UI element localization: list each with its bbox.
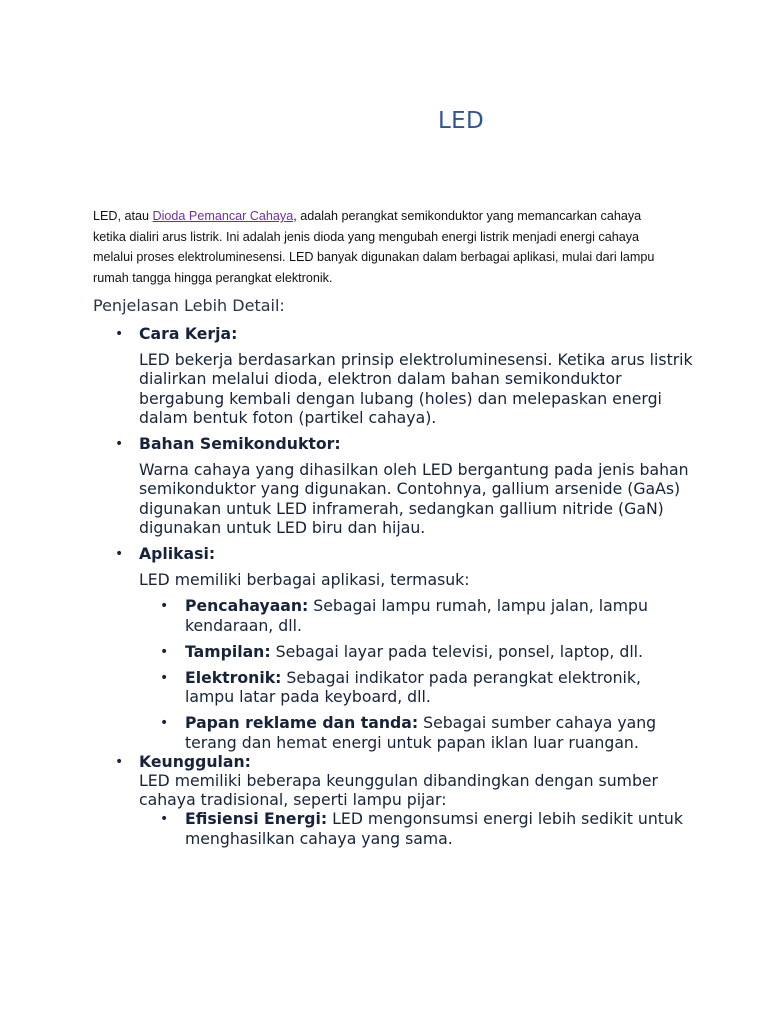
- sub-item-text: Sebagai indikator pada perangkat elektronik, lampu latar pada keyboard, dll.: [185, 668, 641, 707]
- sub-item-papan-reklame: [139, 713, 693, 751]
- sub-item-text: Sebagai sumber cahaya yang terang dan hemat energi untuk papan iklan luar ruangan.: [185, 713, 657, 752]
- intro-prefix: LED, atau: [93, 209, 153, 223]
- sub-item-text: LED mengonsumsi energi lebih sedikit untuk menghasilkan cahaya yang sama.: [185, 809, 683, 848]
- list-item-aplikasi: [93, 544, 693, 752]
- dioda-pemancar-cahaya-link[interactable]: Dioda Pemancar Cahaya: [152, 209, 294, 223]
- sub-item-label: Tampilan:: [185, 641, 271, 661]
- bullet-icon: •: [160, 715, 169, 732]
- item-body: LED bekerja berdasarkan prinsip elektroluminesensi. Ketika arus listrik dialirkan melalui dioda, elektron dalam bahan semikonduktor bergabung kembali dengan lubang (holes) dan melepaskan energi dalam bentuk foton (partikel cahaya).: [139, 350, 693, 427]
- bullet-icon: •: [115, 546, 124, 563]
- bullet-icon: •: [115, 753, 124, 770]
- section-subheading: Penjelasan Lebih Detail:: [93, 296, 285, 315]
- bullet-icon: •: [115, 326, 124, 342]
- sub-item-label: Papan reklame dan tanda:: [185, 713, 419, 733]
- bullet-icon: •: [160, 811, 169, 828]
- bullet-icon: •: [160, 643, 169, 660]
- item-title: Cara Kerja:: [139, 324, 238, 343]
- sub-item-text: Sebagai layar pada televisi, ponsel, laptop, dll.: [270, 641, 644, 661]
- item-body: LED memiliki berbagai aplikasi, termasuk:: [139, 570, 470, 590]
- sub-item-efisiensi-energi: [139, 809, 693, 847]
- intro-suffix: , adalah perangkat semikonduktor yang memancarkan cahaya ketika dialiri arus listrik. Ini adalah jenis dioda yang mengubah energi listrik menjadi energi cahaya melalui proses elektroluminesensi. LED banyak digunakan dalam berbagai aplikasi, mulai dari lampu rumah tangga hingga perangkat elektronik.: [93, 209, 655, 285]
- detail-list: [93, 324, 693, 848]
- item-body: LED memiliki beberapa keunggulan dibandingkan dengan sumber cahaya tradisional, seperti lampu pijar:: [139, 771, 659, 810]
- list-item-bahan-semikonduktor: [93, 434, 693, 537]
- bullet-icon: •: [115, 436, 124, 453]
- sub-item-label: Efisiensi Energi:: [185, 809, 328, 829]
- list-item-cara-kerja: [93, 324, 693, 427]
- bullet-icon: •: [160, 598, 169, 615]
- bullet-icon: •: [160, 670, 169, 687]
- list-item-keunggulan: [93, 752, 693, 848]
- sub-item-label: Elektronik:: [185, 668, 282, 688]
- sub-item-elektronik: [139, 668, 693, 706]
- sub-item-tampilan: [139, 642, 693, 661]
- item-title: Bahan Semikonduktor:: [139, 434, 341, 454]
- sub-item-label: Pencahayaan:: [185, 596, 309, 616]
- item-title: Aplikasi:: [139, 544, 216, 564]
- document-title: LED: [438, 108, 484, 134]
- item-title: Keunggulan:: [139, 751, 251, 771]
- sub-item-pencahayaan: [139, 596, 693, 634]
- sub-item-text: Sebagai lampu rumah, lampu jalan, lampu kendaraan, dll.: [185, 596, 648, 635]
- intro-paragraph: [93, 206, 673, 288]
- item-body: Warna cahaya yang dihasilkan oleh LED bergantung pada jenis bahan semikonduktor yang digunakan. Contohnya, gallium arsenide (GaAs) digunakan untuk LED inframerah, sedangkan gallium nitride (GaN) digunakan untuk LED biru dan hijau.: [139, 460, 689, 537]
